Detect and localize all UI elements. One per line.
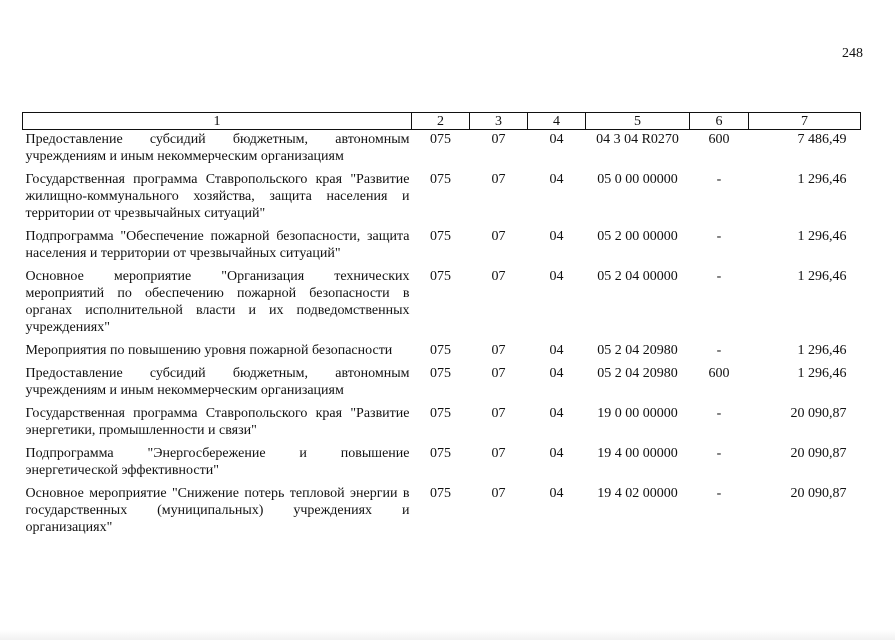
row-name: Предоставление субсидий бюджетным, автономным учреждениям и иным некоммерческим организациям: [25, 366, 410, 398]
row-target-article: 19 0 00 00000: [597, 406, 678, 421]
budget-table: [22, 112, 861, 541]
row-target-article: 05 2 00 00000: [597, 229, 678, 244]
row-ministry-code: 075: [430, 366, 451, 381]
header-row: [23, 113, 861, 130]
row-section: 07: [491, 132, 506, 147]
row-subsection: 04: [549, 366, 564, 381]
row-ministry-code: 075: [430, 406, 451, 421]
row-ministry-code: 075: [430, 172, 451, 187]
row-target-article: 04 3 04 R0270: [596, 132, 679, 147]
row-section: 07: [491, 172, 506, 187]
scan-edge-shadow: [0, 630, 895, 640]
header-col-3: 3: [470, 113, 528, 130]
row-target-article: 19 4 02 00000: [597, 486, 678, 501]
table-row: [23, 227, 861, 267]
row-ministry-code: 075: [430, 446, 451, 461]
row-section: 07: [491, 446, 506, 461]
row-target-article: 19 4 00 00000: [597, 446, 678, 461]
row-section: 07: [491, 406, 506, 421]
row-name: Мероприятия по повышению уровня пожарной безопасности: [25, 343, 393, 358]
row-amount: 1 296,46: [797, 229, 847, 244]
row-name: Государственная программа Ставропольского края "Развитие жилищно-коммунального хозяйства, защита населения и территории от чрезвычайных ситуаций": [25, 172, 410, 221]
row-amount: 7 486,49: [797, 132, 847, 147]
row-target-article: 05 2 04 00000: [597, 269, 678, 284]
row-amount: 1 296,46: [797, 343, 847, 358]
row-subsection: 04: [549, 132, 564, 147]
row-section: 07: [491, 229, 506, 244]
row-subsection: 04: [549, 172, 564, 187]
row-amount: 20 090,87: [790, 446, 847, 461]
row-name: Государственная программа Ставропольского края "Развитие энергетики, промышленности и связи": [25, 406, 410, 438]
header-col-7: 7: [749, 113, 861, 130]
row-section: 07: [491, 486, 506, 501]
table-row: [23, 170, 861, 227]
row-ministry-code: 075: [430, 343, 451, 358]
row-expense-type: -: [716, 229, 722, 244]
row-expense-type: -: [716, 406, 722, 421]
row-target-article: 05 0 00 00000: [597, 172, 678, 187]
header-col-6: 6: [690, 113, 749, 130]
row-amount: 1 296,46: [797, 172, 847, 187]
row-subsection: 04: [549, 229, 564, 244]
row-expense-type: -: [716, 486, 722, 501]
row-name: Основное мероприятие "Организация технических мероприятий по обеспечению пожарной безопасности в органах исполнительной власти и их подведомственных учреждениях": [25, 269, 410, 335]
row-subsection: 04: [549, 446, 564, 461]
row-target-article: 05 2 04 20980: [597, 343, 678, 358]
table-row: [23, 404, 861, 444]
header-col-4: 4: [528, 113, 586, 130]
row-expense-type: -: [716, 343, 722, 358]
header-col-2: 2: [412, 113, 470, 130]
row-expense-type: -: [716, 446, 722, 461]
table-row: [23, 484, 861, 541]
row-ministry-code: 075: [430, 229, 451, 244]
row-expense-type: -: [716, 269, 722, 284]
row-amount: 1 296,46: [797, 366, 847, 381]
row-amount: 1 296,46: [797, 269, 847, 284]
row-subsection: 04: [549, 343, 564, 358]
row-name: Основное мероприятие "Снижение потерь тепловой энергии в государственных (муниципальных) учреждениях и организациях": [25, 486, 410, 535]
table-row: [23, 130, 861, 171]
row-target-article: 05 2 04 20980: [597, 366, 678, 381]
header-col-5: 5: [586, 113, 690, 130]
row-section: 07: [491, 269, 506, 284]
header-col-1: 1: [23, 113, 412, 130]
row-subsection: 04: [549, 486, 564, 501]
page-number: 248: [842, 46, 863, 61]
table-row: [23, 341, 861, 364]
row-ministry-code: 075: [430, 132, 451, 147]
row-section: 07: [491, 343, 506, 358]
row-name: Подпрограмма "Энергосбережение и повышение энергетической эффективности": [25, 446, 410, 478]
row-ministry-code: 075: [430, 486, 451, 501]
row-section: 07: [491, 366, 506, 381]
table-row: [23, 364, 861, 404]
row-amount: 20 090,87: [790, 486, 847, 501]
row-amount: 20 090,87: [790, 406, 847, 421]
row-subsection: 04: [549, 406, 564, 421]
table-row: [23, 267, 861, 341]
row-subsection: 04: [549, 269, 564, 284]
row-name: Подпрограмма "Обеспечение пожарной безопасности, защита населения и территории от чрезвычайных ситуаций": [25, 229, 410, 261]
row-expense-type: 600: [708, 132, 730, 147]
row-ministry-code: 075: [430, 269, 451, 284]
row-expense-type: 600: [708, 366, 730, 381]
table-row: [23, 444, 861, 484]
row-expense-type: -: [716, 172, 722, 187]
row-name: Предоставление субсидий бюджетным, автономным учреждениям и иным некоммерческим организациям: [25, 132, 410, 164]
